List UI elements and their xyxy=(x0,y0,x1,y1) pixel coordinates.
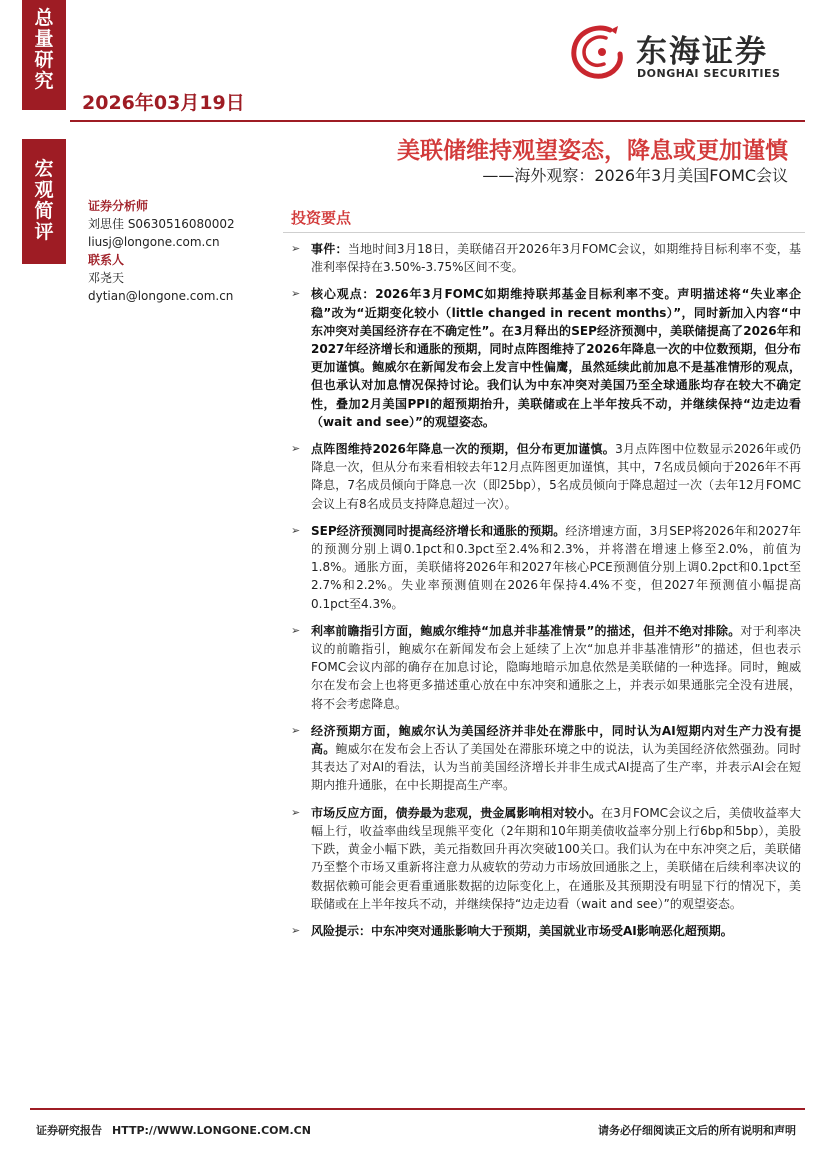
side-tab-char: 究 xyxy=(34,70,54,92)
report-date: 2026年03月19日 xyxy=(82,92,245,114)
list-item xyxy=(289,522,801,613)
bullet-text: 在3月FOMC会议之后，美债收益率大幅上行，收益率曲线呈现熊平变化（2年期和10年期美债收益率分别上行6bp和5bp），美股下跌，黄金小幅下跌，美元指数回升再次突破100关口。我们认为在中东冲突之后，美联储乃至整个市场又重新将注意力从疲软的劳动力市场放回通胀之上，美联储在后续利率决议的数据依赖可能会更看重通胀数据的边际变化上，在通胀及其预期没有明显下行的情况下，美联储或在上半年按兵不动，并继续保持“边走边看（wait and see）”的观望姿态。 xyxy=(311,805,801,911)
bullet-text: 当地时间3月18日，美联储召开2026年3月FOMC会议，如期维持目标利率不变，基准利率保持在3.50%-3.75%区间不变。 xyxy=(311,242,801,275)
list-item xyxy=(289,804,801,913)
bullet-text: 鲍威尔在发布会上否认了美国处在滞胀环境之中的说法，认为美国经济依然强劲。同时其表达了对AI的看法，认为当前美国经济增长并非生成式AI提高了生产率，并表示AI会在短期内推升通胀，在中长期提高生产率。 xyxy=(311,742,801,793)
contact-label: 联系人 xyxy=(88,253,125,267)
brand-name-en: DONGHAI SECURITIES xyxy=(637,67,781,80)
side-tab-char: 观 xyxy=(34,179,54,201)
side-tab-char: 宏 xyxy=(34,158,54,180)
side-tab-report-type xyxy=(22,139,66,264)
contact-name: 邓尧天 xyxy=(88,271,125,285)
arrow-bullet-icon: ➢ xyxy=(291,287,301,301)
list-item xyxy=(289,440,801,513)
list-item xyxy=(289,285,801,431)
arrow-bullet-icon: ➢ xyxy=(291,442,301,456)
arrow-bullet-icon: ➢ xyxy=(291,242,301,255)
brand-name-cn: 东海证券 xyxy=(636,34,768,70)
bullet-text: 3月点阵图中位数显示2026年或仍降息一次，但从分布来看相较去年12月点阵图更加谨慎，其中，7名成员倾向于2026年不再降息，7名成员倾向于降息一次（即25bp），5名成员倾向于降息超过一次（去年12月FOMC会议上有8名成员支持降息超过一次）。 xyxy=(311,442,801,511)
bullet-bold: 核心观点：2026年3月FOMC如期维持联邦基金目标利率不变。声明描述将“失业率企稳”改为“近期变化较小（little changed in recent months）”，同时新加入内容“中东冲突对美国经济存在不确定性”。在3月释出的SEP经济预测中，美联储提高了2026年和2027年经济增长和通胀的预期，同时点阵图维持了2026年降息一次的中位数预期，但分布更加谨慎。鲍威尔在新闻发布会上发言中性偏鹰，虽然延续此前加息不是基准情形的观点，但也承认对加息情况保持讨论。我们认为中东冲突对美国乃至全球通胀均存在较大不确定性，叠加2月美国PPI的超预期抬升，美联储或在上半年按兵不动，并继续保持“边走边看（wait and see）”的观望姿态。 xyxy=(311,287,801,429)
bullet-text: 对于利率决议的前瞻指引，鲍威尔在新闻发布会上延续了上次“加息并非基准情形”的描述，但也表示FOMC会议内部的确存在加息讨论，隐晦地暗示加息依然是美联储的一种选择。同时，鲍威尔在发布会上也将更多描述重心放在中东冲突和通胀之上，并表示如果通胀完全没有进展，将不会考虑降息。 xyxy=(311,623,801,711)
footer-label: 证券研究报告 xyxy=(36,1124,102,1137)
key-points-list xyxy=(289,240,801,949)
arrow-bullet-icon: ➢ xyxy=(291,723,301,737)
list-item xyxy=(289,622,801,713)
side-tab-char: 研 xyxy=(34,49,54,71)
analyst-label: 证券分析师 xyxy=(88,199,149,213)
contact-email[interactable]: dytian@longone.com.cn xyxy=(88,289,234,303)
arrow-bullet-icon: ➢ xyxy=(291,805,301,819)
list-item xyxy=(289,922,801,940)
section-divider xyxy=(283,232,805,233)
arrow-bullet-icon: ➢ xyxy=(291,923,301,937)
footer-disclaimer: 请务必仔细阅读正文后的所有说明和声明 xyxy=(598,1124,796,1137)
side-tab-char: 总 xyxy=(34,7,54,29)
side-tab-category xyxy=(22,0,66,110)
arrow-bullet-icon: ➢ xyxy=(291,623,301,637)
side-tab-char: 评 xyxy=(34,221,54,243)
footer-left xyxy=(36,1122,311,1138)
bullet-text: 经济增速方面，3月SEP将2026年和2027年的预测分别上调0.1pct和0.3pct至2.4%和2.3%，并将潜在增速上修至2.0%，前值为1.8%。通胀方面，美联储将2026年和2027年核心PCE预测值分别上调0.2pct和0.1pct至2.7%和2.2%。失业率预测值则在2026年保持4.4%不变，但2027年预测值小幅提高0.1pct至4.3%。 xyxy=(311,523,801,611)
footer-url-link[interactable]: HTTP://WWW.LONGONE.COM.CN xyxy=(112,1124,311,1137)
header-divider xyxy=(70,120,805,122)
list-item xyxy=(289,722,801,795)
side-tab-char: 简 xyxy=(34,200,54,222)
brand-logo xyxy=(566,22,796,84)
report-subtitle: ——海外观察：2026年3月美国FOMC会议 xyxy=(482,166,788,185)
bullet-bold: SEP经济预测同时提高经济增长和通胀的预期。 xyxy=(311,523,566,538)
bullet-bold: 市场反应方面，债券最为悲观，贵金属影响相对较小。 xyxy=(311,805,602,820)
report-title: 美联储维持观望姿态，降息或更加谨慎 xyxy=(397,138,788,164)
list-item xyxy=(289,240,801,276)
analyst-name-license: 刘思佳 S0630516080002 xyxy=(88,217,235,231)
bullet-bold: 事件： xyxy=(311,242,348,256)
analyst-email[interactable]: liusj@longone.com.cn xyxy=(88,235,220,249)
dragon-logo-icon xyxy=(566,22,630,84)
bullet-bold: 利率前瞻指引方面，鲍威尔维持“加息并非基准情景”的描述，但并不绝对排除。 xyxy=(311,623,741,638)
bullet-bold: 点阵图维持2026年降息一次的预期，但分布更加谨慎。 xyxy=(311,442,616,457)
arrow-bullet-icon: ➢ xyxy=(291,523,301,537)
analyst-info xyxy=(88,197,268,305)
bullet-bold: 经济预期方面，鲍威尔认为美国经济并非处在滞胀中，同时认为AI短期内对生产力没有提高。 xyxy=(311,723,801,757)
section-heading: 投资要点 xyxy=(291,209,352,227)
side-tab-char: 量 xyxy=(34,28,54,50)
footer-divider xyxy=(30,1108,805,1110)
bullet-bold: 风险提示：中东冲突对通胀影响大于预期，美国就业市场受AI影响恶化超预期。 xyxy=(311,923,733,938)
